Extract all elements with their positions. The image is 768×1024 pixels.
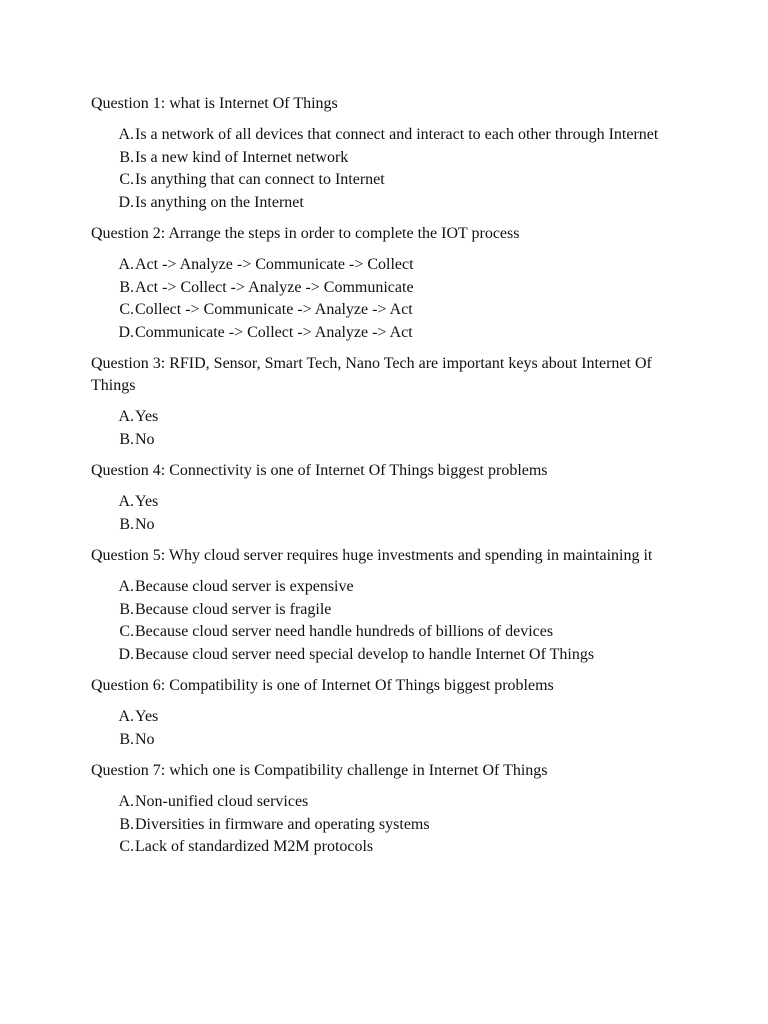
answer-options [91,491,681,536]
option-text: Act -> Analyze -> Communicate -> Collect [135,256,414,273]
option-text: Non-unified cloud services [135,793,309,810]
answer-options [91,791,681,859]
option-text: No [135,730,155,748]
option-letter: C. [119,838,134,855]
answer-option [91,814,681,837]
option-text: Yes [135,493,159,510]
answer-option [91,599,681,622]
option-text: No [135,515,155,533]
option-text: No [135,430,155,448]
option-letter: B. [119,278,134,296]
answer-option [91,124,681,147]
option-letter: B. [119,730,134,748]
question-block [91,93,681,214]
question-block [91,223,681,344]
answer-option [91,836,681,859]
option-letter: D. [118,323,134,341]
question-text: Question 1: what is Internet Of Things [91,95,338,112]
answer-option [91,299,681,322]
option-letter: A. [118,256,134,273]
option-text: Is anything that can connect to Internet [135,171,385,188]
option-letter: D. [118,645,134,663]
option-letter: A. [118,708,134,725]
question-block [91,760,681,859]
answer-option [91,277,681,300]
answer-option [91,147,681,170]
option-text: Communicate -> Collect -> Analyze -> Act [135,323,413,341]
option-text: Is anything on the Internet [135,193,304,211]
option-letter: B. [119,148,134,166]
option-text: Act -> Collect -> Analyze -> Communicate [135,278,414,296]
option-letter: B. [119,515,134,533]
option-text: Yes [135,408,159,425]
option-letter: A. [118,578,134,595]
question-text: Question 5: Why cloud server requires huge investments and spending in maintaining it [91,547,653,564]
answer-option [91,406,681,429]
question-text: Question 2: Arrange the steps in order to complete the IOT process [91,225,520,242]
option-letter: C. [119,171,134,188]
question-block [91,675,681,751]
option-text: Collect -> Communicate -> Analyze -> Act [135,301,413,318]
option-text: Because cloud server need handle hundreds of billions of devices [135,623,554,640]
answer-option [91,729,681,752]
option-letter: C. [119,301,134,318]
question-block [91,460,681,536]
answer-options [91,706,681,751]
question-block [91,353,681,451]
option-text: Is a new kind of Internet network [135,148,349,166]
option-letter: A. [118,408,134,425]
option-letter: A. [118,126,134,143]
answer-option [91,429,681,452]
option-text: Because cloud server is fragile [135,600,332,618]
option-letter: B. [119,600,134,618]
answer-option [91,644,681,667]
option-letter: A. [118,493,134,510]
answer-option [91,514,681,537]
answer-option [91,169,681,192]
option-text: Lack of standardized M2M protocols [135,838,374,855]
answer-options [91,254,681,344]
question-block [91,545,681,666]
answer-option [91,491,681,514]
answer-option [91,621,681,644]
question-text: Question 3: RFID, Sensor, Smart Tech, Nano Tech are important keys about Internet Of Things [91,355,652,394]
question-text: Question 6: Compatibility is one of Internet Of Things biggest problems [91,677,554,694]
answer-option [91,706,681,729]
option-letter: D. [118,193,134,211]
option-text: Because cloud server need special develop to handle Internet Of Things [135,645,595,663]
answer-options [91,406,681,451]
answer-option [91,322,681,345]
question-text: Question 7: which one is Compatibility challenge in Internet Of Things [91,762,548,779]
option-letter: C. [119,623,134,640]
option-letter: B. [119,430,134,448]
option-text: Diversities in firmware and operating systems [135,815,430,833]
answer-options [91,124,681,214]
answer-option [91,576,681,599]
option-text: Yes [135,708,159,725]
answer-option [91,254,681,277]
answer-option [91,791,681,814]
option-letter: B. [119,815,134,833]
question-text: Question 4: Connectivity is one of Internet Of Things biggest problems [91,462,548,479]
option-letter: A. [118,793,134,810]
quiz-document [91,93,681,868]
answer-options [91,576,681,666]
option-text: Is a network of all devices that connect and interact to each other through Internet [135,126,659,143]
answer-option [91,192,681,215]
option-text: Because cloud server is expensive [135,578,354,595]
